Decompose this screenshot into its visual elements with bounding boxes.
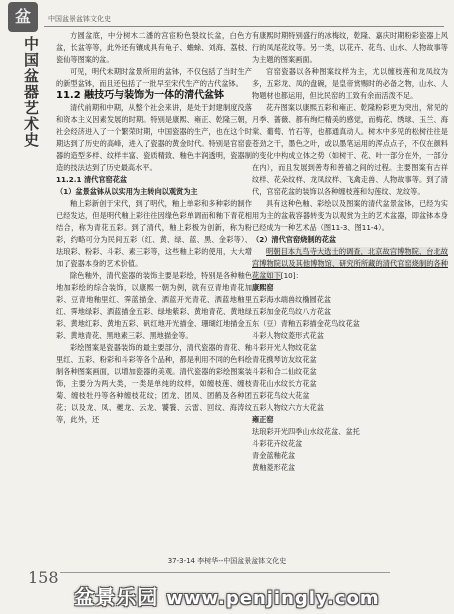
header-rule xyxy=(44,26,444,27)
footer-rule xyxy=(60,572,390,573)
paragraph: 釉上彩新创于宋代，到了明代，釉上单彩和多种彩的制作已经发达，但是明代釉上彩往往因缘色彩单调而和釉下青花相结合，称为青花五彩。到了清代，釉上彩极为创新，称为粉彩，约略可分为民间五彩（红、黄、绿、蓝、黑、金彩等）、珐琅彩、粉彩、斗彩、素三彩等，这些釉上彩的使用，大大增加了瓷器本身的艺术价值。 xyxy=(56,199,252,268)
subsection-point: （2）清代官窑烧制的花盆 xyxy=(252,235,337,244)
paragraph: 彩绘图案是瓷器装饰的最主要部分，清代瓷器的青花、釉里红、五彩、粉彩和斗彩等各个品种，都是利用不同的色料绘制各种图案画面，以增加瓷器的美观。清代瓷器的彩绘图案装饰，主要分为两大类，一类是单纯的纹样，如缠枝莲、缠枝菊、缠枝牡丹等各种缠枝花纹；团龙、团凤、团鹤及各种团花；以及龙、凤、夔龙、云龙、饕餮、云雷、回纹、海涛纹等，此外，还 xyxy=(56,343,252,424)
subsection-point: （1）盆景盆钵从以实用为主转向以观赏为主 xyxy=(56,187,198,196)
pot-list-item: 黄釉菱形花盆 xyxy=(252,463,296,472)
running-head: 中国盆景盆钵文化史 xyxy=(48,15,111,23)
pot-list-item: 青花携琴访友纹花盆 xyxy=(252,355,317,364)
paragraph: 方圆盆底，中分树木二潘的宫宦粉色裂纹长盆，白色方盆，长盆等等，此外还有镶成具有龟子、蟾蜍、刘海、荔枝、瓷仙等图案的盆。 xyxy=(56,31,252,64)
highlighted-text: 明朝目本九鸟寺大选士的调查，北京故宫博物院、台北故宫博物院以及其他博物馆、研究所所藏的清代官窑烧制的各种花盆如下 xyxy=(252,247,448,280)
paragraph: 具有这种色釉、彩绘以及图案的清代盆景盆钵，已经为实用为主的盆栽容器转变为以观赏为主的艺术盆器，即盆钵本身已经成为一种艺术品（图11-3、图11-4）。 xyxy=(252,199,448,232)
pot-list-item: 东（豆）青釉五彩描金花鸟纹花盆 xyxy=(252,319,360,328)
paragraph: 可见，明代未期时盆景所用的盆钵，不仅包括了当时生产的新型盆钵，而且还包括了一批早至宋代生产的古代盆钵。 xyxy=(56,67,252,88)
watermark-logo xyxy=(0,582,454,614)
pot-list-item: 斗彩开光人物纹花盆 xyxy=(252,343,317,352)
kangxi-pot-list xyxy=(252,294,448,414)
pot-list-item: 五彩人物纹六方大花盆 xyxy=(252,403,324,412)
pot-list-item: 五彩花鸟纹大花盆 xyxy=(252,391,310,400)
pot-list-item: 青花山水纹长方花盆 xyxy=(252,379,317,388)
paragraph: 除色釉外，清代瓷器的装饰主要是彩绘，特别是各种釉色地加彩绘的综合装饰，以康熙一朝为例，就有豆青地青花加彩、豆青地釉里红、霁蓝描金、洒蓝开光青花、洒蓝地釉里红、霁地绿彩、洒蓝描金五彩、绿地紫彩、黄地青花、黄地绿彩、黄地红彩、黄地五彩、矾红地开光描金、珊瑚红地描金五彩、黄地青花、黑地素三彩、黑地描金等。 xyxy=(56,271,252,340)
watermark-text: 盆景乐园 xyxy=(74,585,159,609)
paragraph: 清代前期和中期，从整个社会来讲，是处于封建制度没落和资本主义因素发展的时期。特别是康熙、雍正、乾隆三朝，社会经济进入了一个繁荣时期，中国瓷器的生产，也在这个时期达到了历史的高峰，进入了瓷器的黄金时代。特别是官窑瓷器的造型多样、纹样丰富、瓷质精致、釉色丰润透明，瓷器制造的技法达到了历史最高水平。 xyxy=(56,103,252,172)
page-number: 158 xyxy=(28,568,59,587)
pot-list-item: 斗彩和合二仙纹花盆 xyxy=(252,367,317,376)
left-column xyxy=(56,30,252,426)
book-title-vertical: 中国盆器艺术史 xyxy=(22,36,40,148)
yongzheng-pot-list xyxy=(252,426,448,474)
kiln-heading-kangxi: 康熙窑 xyxy=(252,283,274,292)
paragraph: 花卉图案以康熙五彩和雍正、乾隆粉彩更为突出，常见的月季、蔷薇、都有绚烂精美的感觉，而梅花、绣球、玉兰、海棠、葡萄、竹石等，也都通真动人。树木中多见的松树往往是苍劲之干，墨色之叶，或以墨笔运用的浑点点子，不仅在颜料的变化中构成立体之势（如树干、花、叶一部分在外，一部分在内），而且发展到善寿和善禧之间的过程。主要图案有古祥纹样、花朵纹样、龙凤纹样、飞禽走兽、人物故事等。到了清代，官窑花盆的装饰以各种缠枝莲和勾莲纹、龙纹等。 xyxy=(252,103,448,196)
citation: [10]： xyxy=(280,271,303,280)
watermark-url: www.penjingly.com xyxy=(166,588,380,609)
pot-list-item: 斗彩花卉纹花盆 xyxy=(252,439,303,448)
pot-list-item: 五彩加金花鸟纹八方花盆 xyxy=(252,307,332,316)
book-logo-icon: 盆 xyxy=(8,2,38,32)
kiln-heading-yongzheng: 雍正窑 xyxy=(252,415,274,424)
pot-list-item: 五彩海水端兽纹椭圆花盆 xyxy=(252,295,332,304)
subsection-title: 11.2.1 清代官窑花盆 xyxy=(56,175,128,184)
pot-list-item: 珐琅彩开光四季山水纹花盆、盆托 xyxy=(252,427,360,436)
section-title: 11.2 融技巧与装饰为一体的清代盆钵 xyxy=(56,90,225,101)
paragraph: 有康熙时期特别盛行的冰梅纹，乾隆、嘉庆时期粉彩瓷器上风行的凤尾花纹等。另一类，以花卉、花鸟、山水、人物故事等为主题的图案画面。 xyxy=(252,31,448,64)
paragraph: 官窑瓷器以各种图案纹样为主，尤以缠枝莲和龙凤纹为多，五彩龙、凤的盘碗，是皇帝赏赐时的必备之物，山水、人物题材也都运用，但比民窑的工致有余而活泼不足。 xyxy=(252,67,448,100)
pot-list-item: 斗彩人物纹菱形式花盆 xyxy=(252,331,324,340)
right-column xyxy=(252,30,448,474)
paragraph-highlighted xyxy=(252,246,448,282)
pot-list-item: 青金蓝釉花盆 xyxy=(252,451,296,460)
footer-caption: 37-3-14 李树华--中国盆景盆钵文化史 xyxy=(167,557,287,565)
